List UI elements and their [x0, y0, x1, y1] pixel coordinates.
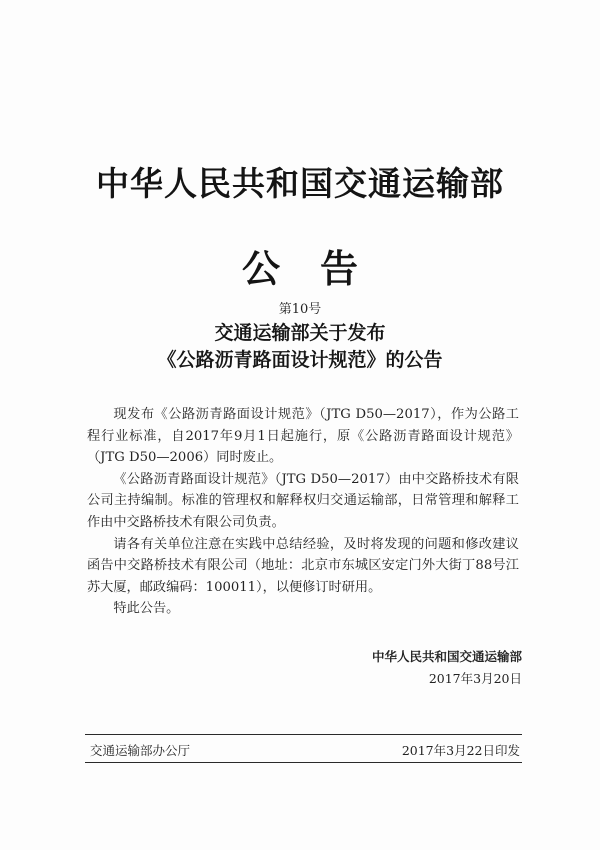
signature-date: 2017年3月20日 — [428, 671, 522, 686]
footer-issuer: 交通运输部办公厅 — [90, 743, 191, 758]
ministry-title: 中华人民共和国交通运输部 — [96, 164, 504, 203]
footer-top-rule — [85, 734, 522, 735]
body-paragraph-3: 请各有关单位注意在实践中总结经验，及时将发现的问题和修改建议函告中交路桥技术有限公司（地址：北京市东城区安定门外大街丁88号江苏大厦，邮政编码：100011），以便修订时研用。 — [87, 536, 519, 595]
document-title-line-1: 交通运输部关于发布 — [214, 322, 386, 344]
document-title-line-2: 《公路沥青路面设计规范》的公告 — [157, 349, 443, 371]
body-paragraph-1: 现发布《公路沥青路面设计规范》（JTG D50—2017），作为公路工程行业标准，自2017年9月1日起施行，原《公路沥青路面设计规范》（JTG D50—2006）同时废止。 — [87, 407, 519, 466]
notice-body — [87, 404, 519, 620]
footer-print-date: 2017年3月22日印发 — [401, 743, 520, 758]
body-paragraph-4: 特此公告。 — [113, 601, 180, 617]
body-paragraph-2: 《公路沥青路面设计规范》（JTG D50—2017）由中交路桥技术有限公司主持编制。标准的管理权和解释权归交通运输部，日常管理和解释工作由中交路桥技术有限公司负责。 — [87, 471, 519, 530]
signature-organization: 中华人民共和国交通运输部 — [371, 649, 522, 664]
document-title — [0, 320, 600, 374]
notice-heading: 公告 — [241, 247, 398, 291]
document-number: 第10号 — [278, 302, 322, 317]
footer-bottom-rule — [85, 762, 522, 763]
signature-block — [330, 646, 522, 690]
